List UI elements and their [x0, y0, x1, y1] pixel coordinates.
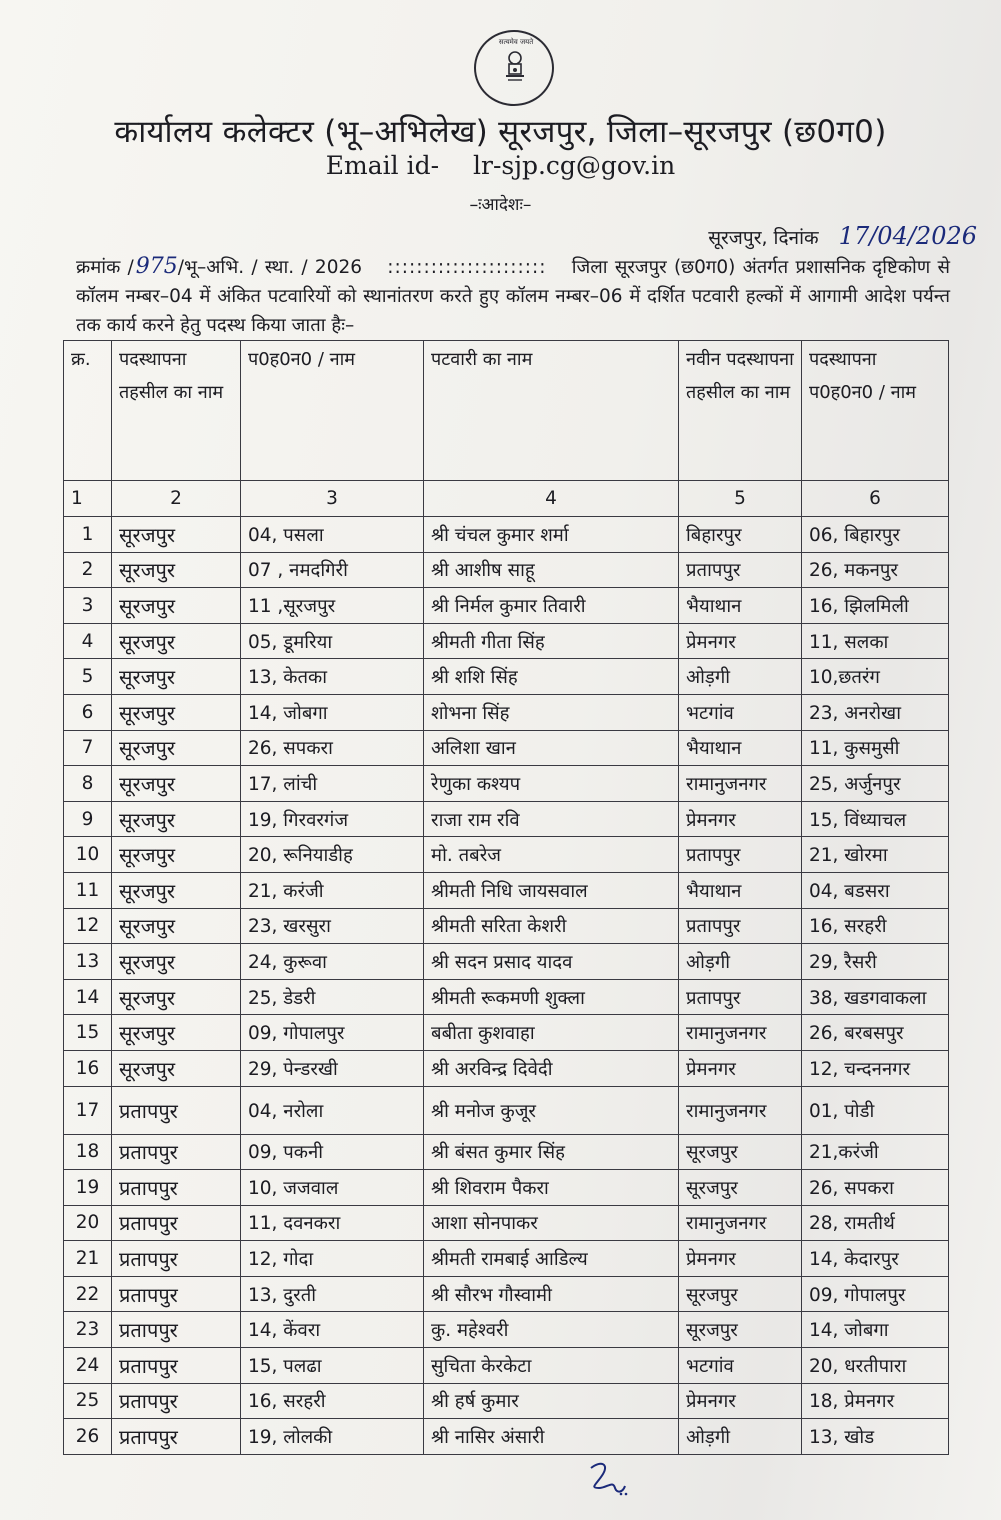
cell-patwari: कु. महेश्वरी	[424, 1312, 679, 1348]
cell-new-halka: 01, पोडी	[802, 1086, 949, 1134]
cell-serial: 25	[64, 1383, 112, 1419]
handwritten-ref-number: 975	[135, 254, 178, 279]
cell-new-tehsil: भैयाथान	[679, 588, 802, 624]
cell-new-tehsil: बिहारपुर	[679, 517, 802, 553]
cell-serial: 13	[64, 944, 112, 980]
office-title: कार्यालय कलेक्टर (भू–अभिलेख) सूरजपुर, जिला–सूरजपुर (छ0ग0)	[114, 114, 887, 150]
cell-halka: 05, डूमरिया	[241, 623, 424, 659]
cell-new-tehsil: प्रेमनगर	[679, 623, 802, 659]
table-row	[64, 766, 949, 802]
cell-serial: 21	[64, 1241, 112, 1277]
cell-new-tehsil: रामानुजनगर	[679, 766, 802, 802]
cell-new-halka: 06, बिहारपुर	[802, 517, 949, 553]
cell-new-tehsil: प्रतापपुर	[679, 979, 802, 1015]
ref-prefix: क्रमांक /	[76, 257, 134, 278]
table-row	[64, 1170, 949, 1206]
cell-tehsil: सूरजपुर	[112, 659, 241, 695]
cell-halka: 25, डेडरी	[241, 979, 424, 1015]
cell-halka: 13, केतका	[241, 659, 424, 695]
cell-new-halka: 20, धरतीपारा	[802, 1348, 949, 1384]
cell-tehsil: सूरजपुर	[112, 1015, 241, 1051]
header-patwari: पटवारी का नाम	[424, 341, 679, 481]
cell-patwari: श्री बंसत कुमार सिंह	[424, 1134, 679, 1170]
cell-serial: 20	[64, 1205, 112, 1241]
cell-serial: 2	[64, 552, 112, 588]
cell-new-halka: 25, अर्जुनपुर	[802, 766, 949, 802]
cell-halka: 26, सपकरा	[241, 730, 424, 766]
cell-new-tehsil: सूरजपुर	[679, 1170, 802, 1206]
cell-new-halka: 15, विंध्याचल	[802, 801, 949, 837]
cell-serial: 5	[64, 659, 112, 695]
column-number-row	[64, 481, 949, 517]
cell-new-tehsil: प्रेमनगर	[679, 1050, 802, 1086]
cell-patwari: श्रीमती रूकमणी शुक्ला	[424, 979, 679, 1015]
column-number: 6	[802, 481, 949, 517]
cell-serial: 12	[64, 908, 112, 944]
cell-new-halka: 18, प्रेमनगर	[802, 1383, 949, 1419]
header-new-halka: पदस्थापना प0ह0न0 / नाम	[802, 341, 949, 481]
cell-serial: 11	[64, 872, 112, 908]
seal-caption: सत्यमेव जयते	[498, 38, 534, 46]
cell-halka: 12, गोदा	[241, 1241, 424, 1277]
cell-new-halka: 09, गोपालपुर	[802, 1276, 949, 1312]
cell-new-halka: 29, रैसरी	[802, 944, 949, 980]
cell-new-halka: 26, बरबसपुर	[802, 1015, 949, 1051]
cell-halka: 04, पसला	[241, 517, 424, 553]
cell-halka: 15, पलढा	[241, 1348, 424, 1384]
cell-patwari: मो. तबरेज	[424, 837, 679, 873]
cell-halka: 17, लांची	[241, 766, 424, 802]
cell-tehsil: प्रतापपुर	[112, 1086, 241, 1134]
cell-new-halka: 16, सरहरी	[802, 908, 949, 944]
cell-tehsil: सूरजपुर	[112, 694, 241, 730]
cell-patwari: श्री सदन प्रसाद यादव	[424, 944, 679, 980]
cell-serial: 3	[64, 588, 112, 624]
email-line	[0, 151, 1001, 180]
cell-patwari: श्री शिवराम पैकरा	[424, 1170, 679, 1206]
cell-serial: 18	[64, 1134, 112, 1170]
cell-halka: 24, कुरूवा	[241, 944, 424, 980]
cell-tehsil: सूरजपुर	[112, 623, 241, 659]
header-sn: क्र.	[64, 341, 112, 481]
cell-halka: 14, केंवरा	[241, 1312, 424, 1348]
cell-new-halka: 11, कुसमुसी	[802, 730, 949, 766]
cell-tehsil: सूरजपुर	[112, 517, 241, 553]
table-row	[64, 1419, 949, 1455]
cell-serial: 14	[64, 979, 112, 1015]
cell-halka: 19, लोलकी	[241, 1419, 424, 1455]
table-row	[64, 1015, 949, 1051]
table-row	[64, 944, 949, 980]
cell-tehsil: प्रतापपुर	[112, 1134, 241, 1170]
header-halka: प0ह0न0 / नाम	[241, 341, 424, 481]
order-paragraph	[76, 252, 950, 340]
cell-patwari: आशा सोनपाकर	[424, 1205, 679, 1241]
table-row	[64, 517, 949, 553]
cell-new-tehsil: रामानुजनगर	[679, 1086, 802, 1134]
cell-new-tehsil: भटगांव	[679, 694, 802, 730]
cell-new-halka: 10,छतरंग	[802, 659, 949, 695]
cell-serial: 1	[64, 517, 112, 553]
table-body	[64, 517, 949, 1455]
table-row	[64, 623, 949, 659]
cell-patwari: श्रीमती निधि जायसवाल	[424, 872, 679, 908]
table-row	[64, 872, 949, 908]
cell-serial: 26	[64, 1419, 112, 1455]
table-row	[64, 1134, 949, 1170]
cell-halka: 11 ,सूरजपुर	[241, 588, 424, 624]
cell-serial: 15	[64, 1015, 112, 1051]
table-row	[64, 1348, 949, 1384]
order-heading: –ःआदेशः–	[469, 195, 532, 215]
cell-patwari: श्री मनोज कुजूर	[424, 1086, 679, 1134]
cell-new-tehsil: रामानुजनगर	[679, 1015, 802, 1051]
cell-tehsil: सूरजपुर	[112, 588, 241, 624]
cell-new-halka: 26, मकनपुर	[802, 552, 949, 588]
cell-tehsil: प्रतापपुर	[112, 1383, 241, 1419]
cell-patwari: अलिशा खान	[424, 730, 679, 766]
cell-patwari: श्री अरविन्द्र दिवेदी	[424, 1050, 679, 1086]
cell-patwari: श्री चंचल कुमार शर्मा	[424, 517, 679, 553]
cell-new-tehsil: भैयाथान	[679, 872, 802, 908]
cell-halka: 13, दुरती	[241, 1276, 424, 1312]
cell-tehsil: प्रतापपुर	[112, 1419, 241, 1455]
cell-new-halka: 12, चन्दननगर	[802, 1050, 949, 1086]
cell-patwari: श्रीमती सरिता केशरी	[424, 908, 679, 944]
cell-halka: 07 , नमदगिरी	[241, 552, 424, 588]
cell-halka: 09, पकनी	[241, 1134, 424, 1170]
cell-halka: 20, रूनियाडीह	[241, 837, 424, 873]
cell-serial: 24	[64, 1348, 112, 1384]
cell-tehsil: प्रतापपुर	[112, 1241, 241, 1277]
signature-icon	[585, 1458, 631, 1498]
table-row	[64, 552, 949, 588]
ref-suffix: /भू–अभि. / स्था. / 2026	[177, 257, 363, 278]
cell-patwari: श्री नासिर अंसारी	[424, 1419, 679, 1455]
cell-patwari: शोभना सिंह	[424, 694, 679, 730]
cell-patwari: श्री निर्मल कुमार तिवारी	[424, 588, 679, 624]
order-body: जिला सूरजपुर (छ0ग0) अंतर्गत प्रशासनिक दृष्टिकोण से कॉलम नम्बर–04 में अंकित पटवारियों को स्थानांतरण करते हुए कॉलम नम्बर–06 में दर्शित पटवारी हल्कों में आगामी आदेश पर्यन्त तक कार्य करने हेतु पदस्थ किया जाता हैः–	[76, 257, 951, 336]
emblem-icon	[498, 48, 532, 88]
table-row	[64, 801, 949, 837]
table-row	[64, 1312, 949, 1348]
cell-tehsil: सूरजपुर	[112, 979, 241, 1015]
cell-serial: 10	[64, 837, 112, 873]
transfer-table	[63, 340, 949, 1455]
email-address: lr-sjp.cg@gov.in	[473, 151, 676, 180]
table-row	[64, 730, 949, 766]
cell-new-tehsil: प्रेमनगर	[679, 1383, 802, 1419]
cell-new-halka: 21, खोरमा	[802, 837, 949, 873]
cell-halka: 29, पेन्डरखी	[241, 1050, 424, 1086]
table-row	[64, 1383, 949, 1419]
cell-new-tehsil: भैयाथान	[679, 730, 802, 766]
cell-patwari: श्री शशि सिंह	[424, 659, 679, 695]
cell-patwari: श्री आशीष साहू	[424, 552, 679, 588]
cell-new-halka: 13, खोड	[802, 1419, 949, 1455]
table-row	[64, 1276, 949, 1312]
cell-new-tehsil: प्रेमनगर	[679, 801, 802, 837]
cell-patwari: श्री हर्ष कुमार	[424, 1383, 679, 1419]
cell-halka: 23, खरसुरा	[241, 908, 424, 944]
table-row	[64, 1241, 949, 1277]
column-number: 4	[424, 481, 679, 517]
cell-halka: 04, नरोला	[241, 1086, 424, 1134]
column-number: 1	[64, 481, 112, 517]
cell-patwari: श्रीमती रामबाई आडिल्य	[424, 1241, 679, 1277]
place-date-label: सूरजपुर, दिनांक	[708, 227, 819, 249]
cell-serial: 16	[64, 1050, 112, 1086]
cell-tehsil: प्रतापपुर	[112, 1312, 241, 1348]
column-number: 3	[241, 481, 424, 517]
cell-patwari: श्रीमती गीता सिंह	[424, 623, 679, 659]
email-label: Email id-	[325, 151, 440, 180]
cell-serial: 23	[64, 1312, 112, 1348]
table-row	[64, 979, 949, 1015]
cell-tehsil: सूरजपुर	[112, 552, 241, 588]
ref-dots: ::::::::::::::::::::::	[387, 257, 547, 278]
cell-patwari: राजा राम रवि	[424, 801, 679, 837]
table-header-row	[64, 341, 949, 481]
cell-new-tehsil: भटगांव	[679, 1348, 802, 1384]
cell-new-halka: 38, खडगवाकला	[802, 979, 949, 1015]
cell-new-tehsil: सूरजपुर	[679, 1134, 802, 1170]
cell-new-tehsil: ओड़गी	[679, 659, 802, 695]
cell-halka: 21, करंजी	[241, 872, 424, 908]
cell-new-halka: 14, केदारपुर	[802, 1241, 949, 1277]
cell-halka: 10, जजवाल	[241, 1170, 424, 1206]
cell-new-tehsil: प्रेमनगर	[679, 1241, 802, 1277]
cell-new-tehsil: ओड़गी	[679, 1419, 802, 1455]
cell-tehsil: सूरजपुर	[112, 944, 241, 980]
cell-tehsil: सूरजपुर	[112, 837, 241, 873]
cell-serial: 7	[64, 730, 112, 766]
cell-new-tehsil: सूरजपुर	[679, 1276, 802, 1312]
cell-patwari: रेणुका कश्यप	[424, 766, 679, 802]
cell-halka: 11, दवनकरा	[241, 1205, 424, 1241]
cell-tehsil: सूरजपुर	[112, 908, 241, 944]
table-row	[64, 694, 949, 730]
cell-new-halka: 26, सपकरा	[802, 1170, 949, 1206]
cell-tehsil: सूरजपुर	[112, 730, 241, 766]
cell-tehsil: प्रतापपुर	[112, 1205, 241, 1241]
cell-tehsil: सूरजपुर	[112, 766, 241, 802]
table-row	[64, 837, 949, 873]
cell-patwari: बबीता कुशवाहा	[424, 1015, 679, 1051]
table-row	[64, 1205, 949, 1241]
header-tehsil: पदस्थापना तहसील का नाम	[112, 341, 241, 481]
date-line	[708, 222, 977, 250]
cell-halka: 16, सरहरी	[241, 1383, 424, 1419]
cell-tehsil: प्रतापपुर	[112, 1348, 241, 1384]
cell-new-halka: 14, जोबगा	[802, 1312, 949, 1348]
cell-new-tehsil: रामानुजनगर	[679, 1205, 802, 1241]
cell-tehsil: सूरजपुर	[112, 1050, 241, 1086]
cell-new-tehsil: प्रतापपुर	[679, 837, 802, 873]
table-row	[64, 1050, 949, 1086]
cell-tehsil: प्रतापपुर	[112, 1276, 241, 1312]
cell-serial: 19	[64, 1170, 112, 1206]
table-row	[64, 1086, 949, 1134]
cell-serial: 4	[64, 623, 112, 659]
cell-new-tehsil: सूरजपुर	[679, 1312, 802, 1348]
cell-new-halka: 04, बडसरा	[802, 872, 949, 908]
government-seal-icon	[474, 30, 554, 106]
cell-tehsil: सूरजपुर	[112, 872, 241, 908]
cell-new-halka: 21,करंजी	[802, 1134, 949, 1170]
cell-new-halka: 28, रामतीर्थ	[802, 1205, 949, 1241]
cell-serial: 22	[64, 1276, 112, 1312]
cell-serial: 8	[64, 766, 112, 802]
column-number: 5	[679, 481, 802, 517]
cell-new-tehsil: ओड़गी	[679, 944, 802, 980]
cell-patwari: श्री सौरभ गौस्वामी	[424, 1276, 679, 1312]
table-row	[64, 588, 949, 624]
header-new-tehsil: नवीन पदस्थापना तहसील का नाम	[679, 341, 802, 481]
cell-halka: 09, गोपालपुर	[241, 1015, 424, 1051]
cell-halka: 19, गिरवरगंज	[241, 801, 424, 837]
cell-serial: 9	[64, 801, 112, 837]
cell-new-tehsil: प्रतापपुर	[679, 908, 802, 944]
cell-serial: 17	[64, 1086, 112, 1134]
cell-tehsil: सूरजपुर	[112, 801, 241, 837]
cell-halka: 14, जोबगा	[241, 694, 424, 730]
cell-new-halka: 16, झिलमिली	[802, 588, 949, 624]
cell-patwari: सुचिता केरकेटा	[424, 1348, 679, 1384]
cell-tehsil: प्रतापपुर	[112, 1170, 241, 1206]
cell-new-halka: 11, सलका	[802, 623, 949, 659]
cell-new-tehsil: प्रतापपुर	[679, 552, 802, 588]
cell-serial: 6	[64, 694, 112, 730]
cell-new-halka: 23, अनरोखा	[802, 694, 949, 730]
column-number: 2	[112, 481, 241, 517]
handwritten-date: 17/04/2026	[838, 222, 977, 250]
table-row	[64, 659, 949, 695]
table-row	[64, 908, 949, 944]
